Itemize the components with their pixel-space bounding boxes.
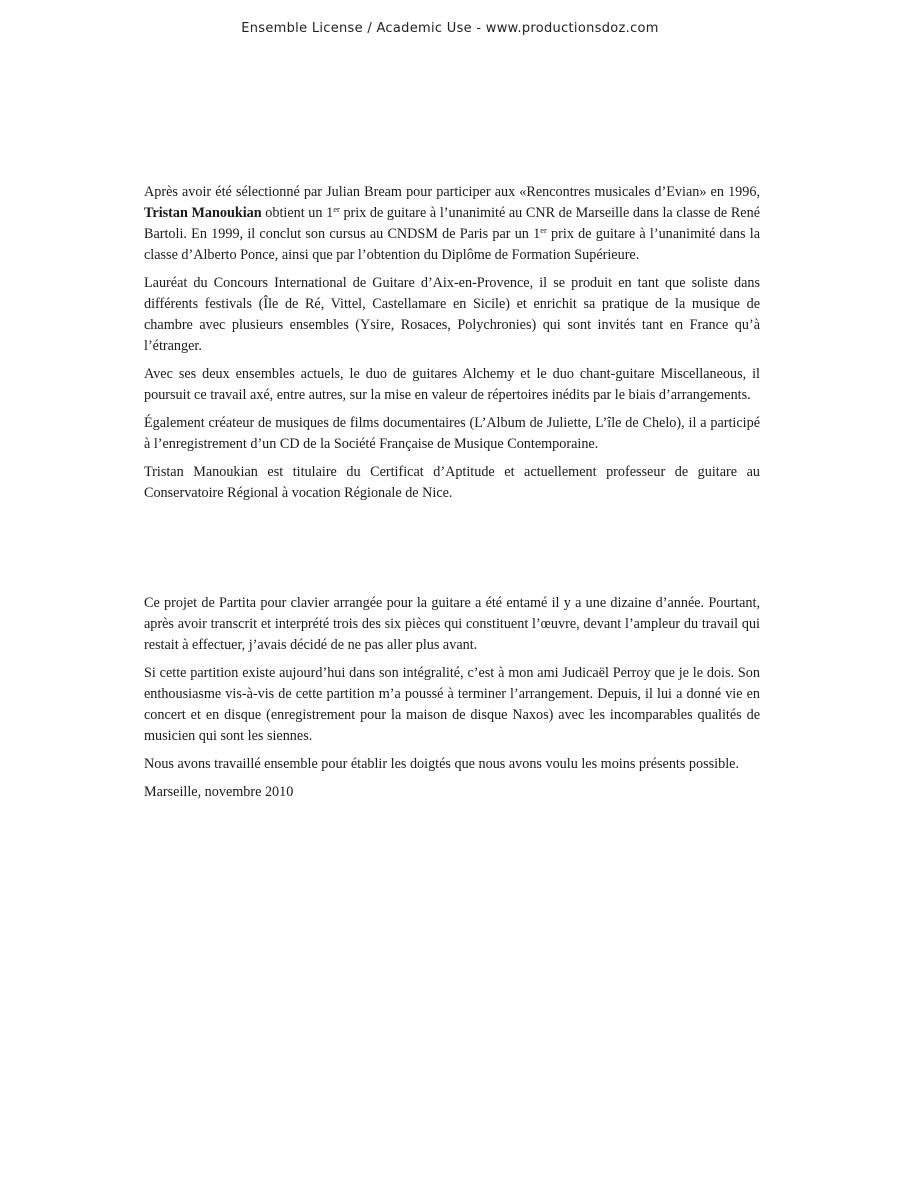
bio-paragraph-3: Avec ses deux ensembles actuels, le duo de guitares Alchemy et le duo chant-guitare Miscellaneous, il poursuit ce travail axé, entre autres, sur la mise en valeur de répertoires inédits par le biais d’arrangements. <box>144 366 760 403</box>
arranger-note-section <box>144 593 760 810</box>
bio-paragraph-1 <box>144 182 760 266</box>
note-paragraph-3: Nous avons travaillé ensemble pour établir les doigtés que nous avons voulu les moins présents possible. <box>144 756 739 772</box>
biography-section <box>144 182 760 511</box>
bio-paragraph-5: Tristan Manoukian est titulaire du Certificat d’Aptitude et actuellement professeur de guitare au Conservatoire Régional à vocation Régionale de Nice. <box>144 464 760 501</box>
artist-name: Tristan Manoukian <box>144 205 262 221</box>
ordinal-superscript: er <box>333 204 340 214</box>
note-paragraph-2: Si cette partition existe aujourd’hui dans son intégralité, c’est à mon ami Judicaël Perroy que je le dois. Son enthousiasme vis-à-vis de cette partition m’a poussé à terminer l’arrangement. Depuis, il lui a donné vie en concert et en disque (enregistrement pour la maison de disque Naxos) avec les incomparables qualités de musicien qui sont les siennes. <box>144 665 760 744</box>
ordinal-superscript: er <box>540 225 547 235</box>
bio-text: prix de guitare à l’unanimité dans la classe d’Alberto Ponce, ainsi que par l’obtention du Diplôme de Formation Supérieure. <box>144 226 760 263</box>
bio-paragraph-4: Également créateur de musiques de films documentaires (L’Album de Juliette, L’île de Chelo), il a participé à l’enregistrement d’un CD de la Société Française de Musique Contemporaine. <box>144 415 760 452</box>
bio-paragraph-2: Lauréat du Concours International de Guitare d’Aix-en-Provence, il se produit en tant que soliste dans différents festivals (Île de Ré, Vittel, Castellamare en Sicile) et enrichit sa pratique de la musique de chambre avec plusieurs ensembles (Ysire, Rosaces, Polychronies) qui sont invités tant en France qu’à l’étranger. <box>144 275 760 354</box>
bio-text: prix de guitare à l’unanimité au CNR de Marseille dans la classe de René Bartoli. En 1999, il conclut son cursus au CNDSM de Paris par un 1 <box>144 205 760 242</box>
bio-text: obtient un 1 <box>261 205 334 221</box>
note-paragraph-1: Ce projet de Partita pour clavier arrangée pour la guitare a été entamé il y a une dizaine d’année. Pourtant, après avoir transcrit et interprété trois des six pièces qui constituent l’œuvre, devant l’ampleur du travail qui restait à effectuer, j’avais décidé de ne pas aller plus avant. <box>144 595 760 653</box>
bio-text: Après avoir été sélectionné par Julian Bream pour participer aux «Rencontres musicales d’Evian» en 1996, <box>144 184 760 200</box>
note-signature: Marseille, novembre 2010 <box>144 784 294 800</box>
license-header: Ensemble License / Academic Use - www.productionsdoz.com <box>241 21 659 36</box>
